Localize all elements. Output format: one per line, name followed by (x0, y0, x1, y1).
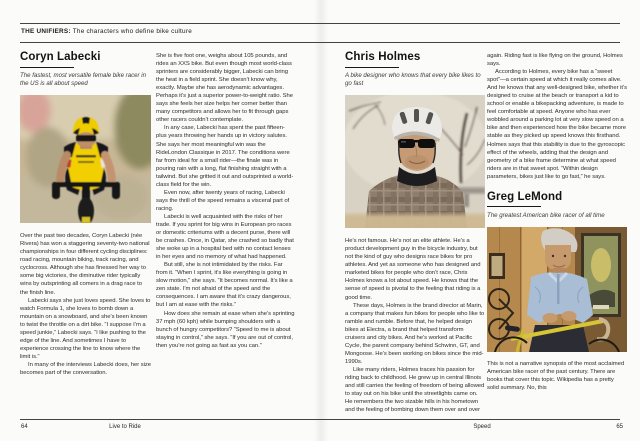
paragraph: She is five foot one, weighs about 105 pounds, and rides an XXS bike. But even though most world-class sprinters are considerably bigger, Labecki can bring the heat in a field sprint. She doesn’t know why, exactly. Maybe she has aerodynamic advantages. Perhaps it’s just a superior power-to-weight ratio. She says she feels her size helps her corner better than many competitors and allows her to fit through gaps other racers couldn’t contemplate. (156, 53, 293, 124)
paragraph: He’s not famous. He’s not an elite athlete. He’s a product development guy in the bicycle industry, but not the kind of guy who designs race bikes for pro athletes. And yet as someone who has designed and marketed bikes for people who don’t race, Chris Holmes knows a lot about speed. He knows that the sense of speed is pivotal to the feeling that riding is a good time. (345, 238, 481, 301)
article-subtitle-holmes: A bike designer who knows that every bike likes to go fast (345, 72, 481, 88)
column-labecki-2 (156, 52, 295, 417)
article-body-holmes-col1 (345, 237, 485, 414)
paragraph: Over the past two decades, Coryn Labecki (née Rivera) has won a staggering seventy-two national championships in four different cycling disciplines: road racing, mountain biking, track racing, and cyclocross. Although she has finessed her way to some big victories, the diminutive rider typically wins by outsprinting all comers in a drag race to the finish line. (20, 233, 150, 296)
paragraph: Labecki is well acquainted with the risks of her trade. If you sprint for big wins in European pro races or domestic criteriums with a decent purse, there will be crashes. Once, in Qatar, she crashed so badly that she woke up in a hospital bed with no contact lenses in her eyes and no memory of what had happened. (156, 213, 294, 261)
title-rule (487, 206, 541, 207)
page-number-left: 64 (21, 424, 28, 430)
article-body-holmes-col2 (487, 52, 627, 181)
lemond-portrait-illustration (487, 227, 627, 352)
running-footer-chapter-title: Speed (473, 424, 491, 430)
paragraph: How does she remain at ease when she’s sprinting 37 mph (60 kph) while bumping shoulders with a bunch of hungry competitors? “Speed to me is about staying in control,” she says. “If you are out of control, then you’re not going as fast as you can.” (156, 310, 295, 349)
page-number-right: 65 (616, 424, 623, 430)
paragraph: According to Holmes, every bike has a “sweet spot”—a certain speed at which it really comes alive. And he knows that any well-designed bike, whether it’s designed to cruise at the beach or transport a kid to school or enable a bikepacking adventure, is made to feel comfortable at speed. Anyone who has ever wobbled around a parking lot at very slow speed on a bike and then experienced how the bike became more stable as they picked up speed knows this firsthand. Holmes says that this stability is due to the gyroscopic effect of the wheels, adding that the design and geometry of a bike frame determine at what speed riders are in that sweet spot. “Within design parameters, bikes just like to go fast,” he says. (487, 69, 627, 180)
paragraph: again. Riding fast is like flying on the ground, Holmes says. (487, 53, 623, 68)
title-rule (345, 67, 399, 68)
photo-lemond (487, 227, 627, 352)
cyclist-illustration (20, 95, 151, 223)
article-subtitle-lemond: The greatest American bike racer of all time (487, 211, 605, 219)
article-title-labecki: Coryn Labecki (20, 51, 101, 63)
running-head (21, 28, 192, 36)
footer-rule (20, 419, 620, 420)
paragraph: These days, Holmes is the brand director at Marin, a company that makes fun bikes for people who like to ramble and rumble. Before that, he helped design bikes at Electra, a brand that helped transform cruisers and city bikes. And he’s worked at Pacific Cycle, the parent company behind Schwinn, GT, and Mongoose. He’s been working on bikes since the mid-1990s. (345, 302, 485, 365)
running-head-title: The characters who define bike culture (72, 28, 193, 35)
paragraph: But still, she is not intimidated by the risks. Far from it. “When I sprint, it’s like everything is going in slow motion,” she says. “It becomes normal. It’s like a zen state. I’m not afraid of the speed and the consequences. I am aware that it’s crazy dangerous, but I am at ease with the risks.” (156, 262, 293, 309)
article-body-labecki-col1 (20, 232, 151, 377)
header-rule-bottom (20, 42, 620, 43)
article-title-lemond: Greg LeMond (487, 190, 563, 203)
photo-holmes (345, 95, 485, 228)
blurred-foreground-arms (345, 214, 485, 228)
header-rule-top (20, 23, 620, 24)
column-holmes-1 (345, 51, 485, 417)
article-title-holmes: Chris Holmes (345, 51, 421, 63)
article-body-lemond (487, 360, 627, 392)
article-body-labecki-col2 (156, 52, 295, 350)
photo-labecki (20, 95, 151, 223)
paragraph: In many of the interviews Labecki does, her size becomes part of the conversation. (20, 361, 151, 376)
running-head-kicker: THE UNIFIERS: (21, 28, 71, 35)
column-holmes-2-lemond (487, 52, 627, 417)
page-gutter (314, 0, 328, 441)
running-footer-book-title: Live to Ride (109, 424, 141, 430)
paragraph: This is not a narrative synopsis of the most acclaimed American bike racer of the past century. There are books that cover this topic. Wikipedia has a pretty solid summary. No, this (487, 360, 625, 392)
column-labecki-1 (20, 51, 151, 417)
paragraph: Labecki says she just loves speed. She loves to watch Formula 1, she loves to bomb down a mountain on a snowboard, and she’s been known to twist the throttle on a dirt bike. “I suppose I’m a speed junkie,” Labecki says. “I like pushing to the edge of the line. And sometimes I have to experience crossing the line to know where the limit is.” (20, 297, 151, 360)
paragraph: Even now, after twenty years of racing, Labecki says the thrill of the speed remains a visceral part of racing. (156, 189, 290, 212)
article-subtitle-labecki: The fastest, most versatile female bike racer in the US is all about speed (20, 72, 146, 88)
paragraph: Like many riders, Holmes traces his passion for riding back to childhood. He grew up in central Illinois and still carries the feeling of freedom of being allowed to stay out on his bike until the streetlights came on. He remembers the two sizable hills in his hometown and the feeling of bombing down them over and over (345, 366, 485, 414)
designer-portrait-illustration (345, 95, 485, 228)
paragraph: In any case, Labecki has spent the past fifteen-plus years throwing her hands up in victory salutes. She says her most meaningful win was the RideLondon Classique in 2017. The conditions were far from ideal for a small rider—the finale was in pouring rain with a long, flat finishing straight with a tailwind. But she gritted it out and outsprinted a world-class field for the win. (156, 125, 294, 188)
title-rule (20, 67, 74, 68)
